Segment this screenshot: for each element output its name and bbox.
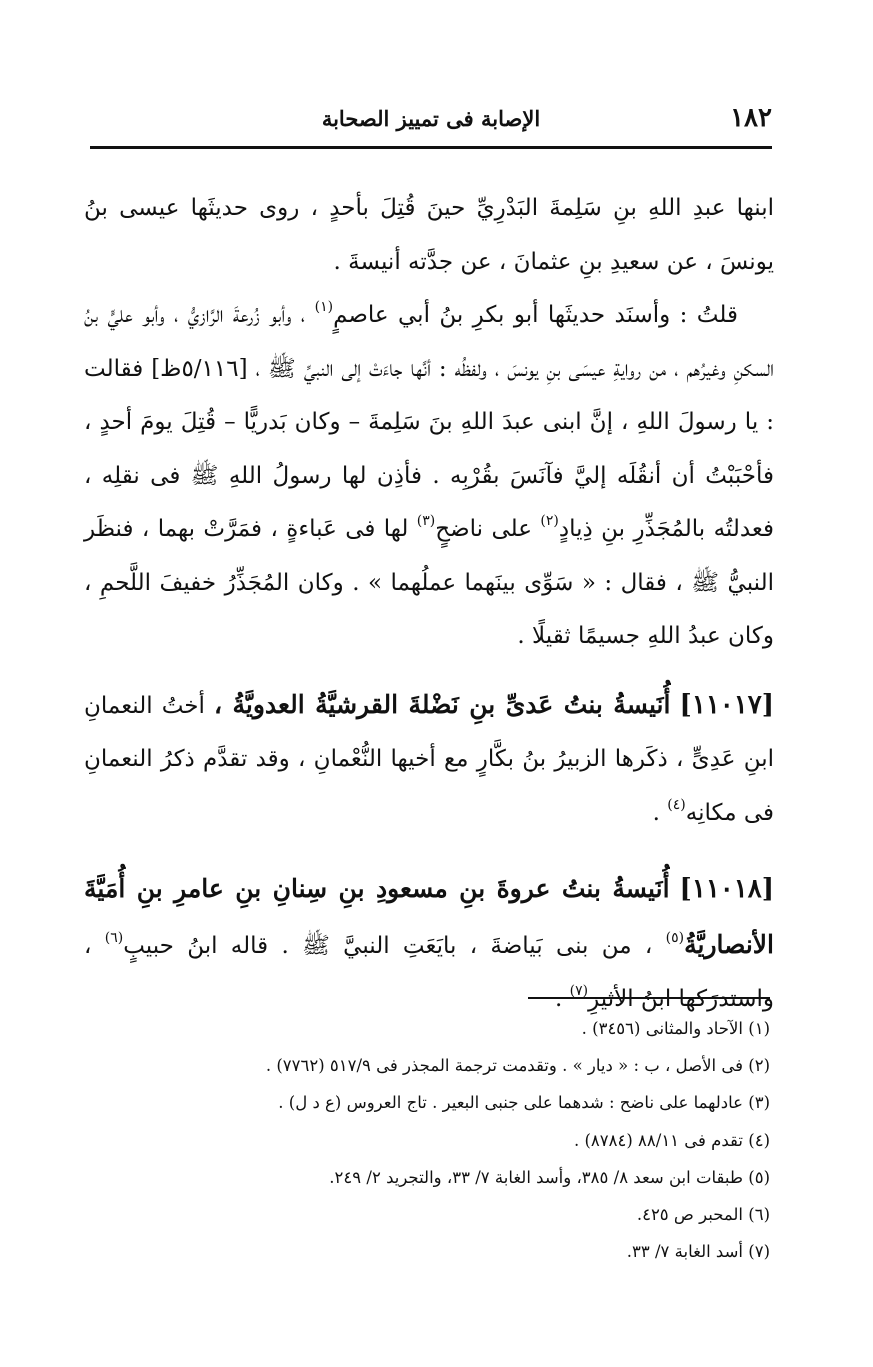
entry-name: أُنَيسةُ بنتُ عَدىِّ بنِ نَضْلةَ القرشيَّةُ العدويَّةُ ، [213, 689, 671, 719]
footnote-1: (١) الآحاد والمثانى (٣٤٥٦) . [581, 1019, 770, 1038]
entry-text-2: ، واستدرَكها ابنُ الأثيرِ [84, 932, 774, 1012]
entry-name: أُنَيسةُ بنتُ عروةَ بنِ مسعودِ بنِ سِنانِ بنِ عامرِ بنِ أُمَيَّةَ الأنصاريَّةُ [84, 874, 775, 959]
footnote-ref-4: (٤) [667, 796, 686, 813]
footnote-ref-3: (٣) [416, 513, 436, 530]
main-text [84, 182, 774, 1027]
footnote-2: (٢) فى الأصل ، ب : « ديار » . وتقدمت ترجمة المجذر فى ٥١٧/٩ (٧٧٦٢) . [265, 1056, 770, 1076]
footnote-ref-2: (٢) [540, 513, 559, 530]
entry-end: . [554, 986, 563, 1012]
footnote-rule [528, 997, 770, 999]
entry-11017 [84, 678, 774, 841]
footnote-7: (٧) أسد الغابة ٧/ ٣٣. [626, 1242, 770, 1262]
running-header [90, 100, 772, 140]
footnote-ref-7: (٧) [569, 983, 589, 1000]
footnote-ref-1: (١) [314, 299, 334, 316]
footnote-4: (٤) تقدم فى ٨٨/١١ (٨٧٨٤) . [573, 1130, 770, 1150]
paragraph-2-text-b: ، وأبو زُرعةَ الرَّازيُّ ، وأبو عليٍّ بنُ السكنِ وغيرُهم ، من روايةِ عيسَى بنِ يونسَ ، ولفظُه : أنَّها جاءَتْ إلى النبيِّ ﷺ ، [٥/١١٦ظ] فقالت : يا رسولَ اللهِ ، إنَّ ابنى عبدَ اللهِ بنَ سَلِمةَ – وكان بَدريًّا – قُتِلَ يومَ أحدٍ ، فأحْبَبْتُ أن أنقُلَه إليَّ فآنَسَ بقُرْبِه . فأذِن لها رسولُ اللهِ ﷺ فى نقلِه ، فعدلتُه بالمُجَذِّرِ بنِ ذِيادٍ [84, 302, 775, 542]
footnote-6: (٦) المحبر ص ٤٢٥. [636, 1205, 770, 1225]
entry-number: [١١٠١٨] [679, 874, 774, 904]
entry-11018 [84, 862, 774, 1027]
paragraph-2-text-a: قلتُ : وأسنَد حديثَها أبو بكرِ بنُ أبي عاصمٍ [333, 302, 738, 328]
footnote-ref-6: (٦) [104, 929, 124, 946]
entry-text: أختُ النعمانِ ابنِ عَدِىٍّ ، ذكَرها الزبيرُ بنُ بكَّارٍ مع أخيها النُّعْمانِ ، وقد تقدَّم ذكرُ النعمانِ فى مكانِه [84, 692, 774, 826]
page-number: ١٨٢ [730, 103, 772, 133]
paragraph-2 [84, 289, 774, 664]
paragraph-2-text-c: على ناضحٍ [435, 516, 532, 542]
footnote-ref-5: (٥) [665, 929, 685, 946]
paragraph-1: ابنها عبدِ اللهِ بنِ سَلِمةَ البَدْرِيِّ حينَ قُتِلَ بأحدٍ ، روى حديثَها عيسى بنُ يونسَ ، عن سعيدِ بنِ عثمانَ ، عن جدَّته أنيسةَ . [84, 195, 774, 275]
header-rule [90, 146, 772, 149]
footnote-3: (٣) عادلهما على ناضح : شدهما على جنبى البعير . تاج العروس (ع د ل) . [278, 1093, 770, 1113]
entry-number: [١١٠١٧] [679, 689, 774, 720]
entry-end: . [652, 799, 660, 826]
book-title: الإصابة فى تمييز الصحابة [321, 106, 541, 131]
footnotes [90, 1010, 770, 1270]
entry-text: ، من بنى بَياضةَ ، بايَعَتِ النبيَّ ﷺ . قاله ابنُ حبيبٍ [123, 932, 653, 959]
footnote-5: (٥) طبقات ابن سعد ٨/ ٣٨٥، وأسد الغابة ٧/ ٣٣، والتجريد ٢/ ٢٤٩. [329, 1167, 770, 1187]
paragraph-2-text-d: لها فى عَباءةٍ ، فمَرَّتْ بهما ، فنظَر النبيُّ ﷺ ، فقال : « سَوِّى بينَهما عملُهما » . وكان المُجَذِّرُ خفيفَ اللَّحمِ ، وكان عبدُ اللهِ جسيمًا ثقيلًا . [84, 516, 774, 649]
